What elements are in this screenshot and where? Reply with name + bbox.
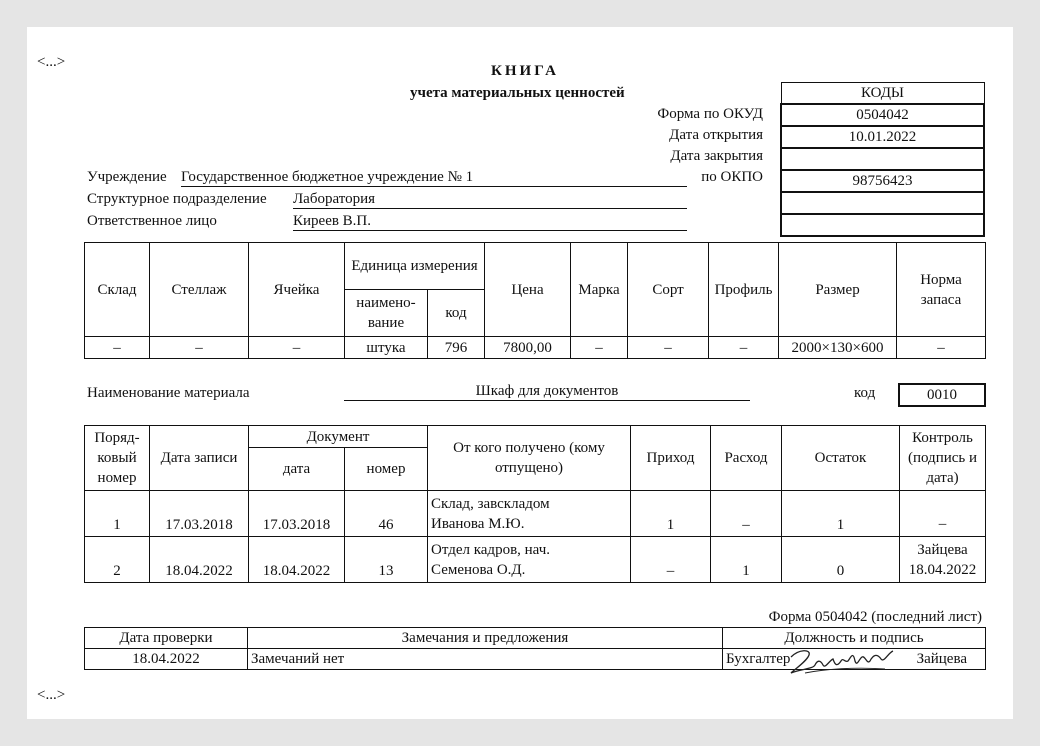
codes-header: КОДЫ — [781, 83, 984, 105]
row-control-line-1: Зайцева — [917, 541, 968, 558]
cell-cell: – — [249, 337, 345, 359]
cell-stock-norm: – — [897, 337, 986, 359]
row-income: 1 — [631, 491, 711, 537]
header-unit: Единица измерения — [345, 243, 485, 290]
header-profile: Профиль — [709, 243, 779, 337]
header-doc-date: дата — [249, 448, 345, 491]
header-grade: Сорт — [628, 243, 709, 337]
codes-table — [780, 82, 985, 237]
header-stock-norm: Норма запаса — [897, 243, 986, 337]
okpo-value: 98756423 — [781, 170, 984, 192]
row-from-line-2: Семенова О.Д. — [431, 561, 526, 578]
material-label: Наименование материала — [87, 385, 250, 401]
header-check-date: Дата проверки — [85, 628, 248, 649]
cell-check-date: 18.04.2022 — [85, 649, 248, 670]
open-date-value: 10.01.2022 — [781, 126, 984, 148]
row-control-line-2: 18.04.2022 — [908, 561, 977, 578]
row-record-date: 17.03.2018 — [150, 491, 249, 537]
row-control — [900, 491, 986, 537]
row-from-whom — [428, 537, 631, 583]
header-brand: Марка — [571, 243, 628, 337]
open-date-label: Дата открытия — [669, 127, 763, 143]
header-size: Размер — [779, 243, 897, 337]
header-document: Документ — [249, 426, 428, 448]
document-subtitle: учета материальных ценностей — [410, 85, 625, 101]
row-doc-date: 17.03.2018 — [249, 491, 345, 537]
row-doc-date: 18.04.2022 — [249, 537, 345, 583]
header-num: Поряд- ковый номер — [85, 426, 150, 491]
institution-label: Учреждение — [87, 169, 167, 185]
row-control — [900, 537, 986, 583]
row-doc-number: 46 — [345, 491, 428, 537]
cell-warehouse: – — [85, 337, 150, 359]
header-warehouse: Склад — [85, 243, 150, 337]
header-expense: Расход — [711, 426, 782, 491]
header-position-sign: Должность и подпись — [723, 628, 986, 649]
signer-name: Зайцева — [916, 651, 967, 667]
handwritten-signature — [785, 639, 900, 681]
row-control-line-1 — [902, 494, 983, 514]
okud-value: 0504042 — [781, 104, 984, 126]
header-cell: Ячейка — [249, 243, 345, 337]
row-income: – — [631, 537, 711, 583]
cell-profile: – — [709, 337, 779, 359]
header-price: Цена — [485, 243, 571, 337]
table-row — [85, 491, 986, 537]
storage-table — [84, 242, 986, 359]
material-value: Шкаф для документов — [344, 383, 750, 401]
header-rack: Стеллаж — [150, 243, 249, 337]
elision-marker-top: <...> — [37, 54, 66, 70]
row-num: 2 — [85, 537, 150, 583]
document-sheet — [27, 27, 1013, 719]
row-expense: – — [711, 491, 782, 537]
header-income: Приход — [631, 426, 711, 491]
close-date-value — [781, 148, 984, 170]
row-num: 1 — [85, 491, 150, 537]
row-balance: 1 — [782, 491, 900, 537]
row-from-line-1: Склад, завскладом — [431, 495, 550, 512]
cell-unit-name: штука — [345, 337, 428, 359]
material-code-value: 0010 — [898, 383, 986, 407]
header-from-whom: От кого получено (кому отпущено) — [428, 426, 631, 491]
responsible-person-label: Ответственное лицо — [87, 213, 217, 229]
elision-marker-bottom: <...> — [37, 687, 66, 703]
last-sheet-caption: Форма 0504042 (последний лист) — [768, 609, 982, 625]
codes-extra-2 — [781, 214, 984, 236]
document-title: КНИГА — [491, 63, 559, 79]
material-code-label: код — [854, 385, 876, 401]
row-from-line-2: Иванова М.Ю. — [431, 515, 525, 532]
table-row — [85, 537, 986, 583]
responsible-person-value: Киреев В.П. — [293, 213, 687, 231]
okud-label: Форма по ОКУД — [657, 106, 763, 122]
cell-grade: – — [628, 337, 709, 359]
cell-price: 7800,00 — [485, 337, 571, 359]
codes-extra-1 — [781, 192, 984, 214]
division-value: Лаборатория — [293, 191, 687, 209]
cell-unit-code: 796 — [428, 337, 485, 359]
institution-value: Государственное бюджетное учреждение № 1 — [181, 169, 687, 187]
row-expense: 1 — [711, 537, 782, 583]
row-balance: 0 — [782, 537, 900, 583]
header-record-date: Дата записи — [150, 426, 249, 491]
header-doc-number: номер — [345, 448, 428, 491]
row-from-whom — [428, 491, 631, 537]
close-date-label: Дата закрытия — [670, 148, 763, 164]
division-label: Структурное подразделение — [87, 191, 267, 207]
position-text: Бухгалтер — [726, 651, 791, 667]
cell-remarks: Замечаний нет — [248, 649, 723, 670]
row-control-line-2: – — [938, 515, 947, 532]
header-unit-name: наимено- вание — [345, 290, 428, 337]
cell-rack: – — [150, 337, 249, 359]
cell-size: 2000×130×600 — [779, 337, 897, 359]
header-unit-code: код — [428, 290, 485, 337]
header-control: Контроль (подпись и дата) — [900, 426, 986, 491]
okpo-label: по ОКПО — [701, 169, 763, 185]
row-record-date: 18.04.2022 — [150, 537, 249, 583]
movement-table — [84, 425, 986, 583]
cell-brand: – — [571, 337, 628, 359]
header-balance: Остаток — [782, 426, 900, 491]
row-from-line-1: Отдел кадров, нач. — [431, 541, 551, 558]
row-doc-number: 13 — [345, 537, 428, 583]
header-remarks: Замечания и предложения — [248, 628, 723, 649]
